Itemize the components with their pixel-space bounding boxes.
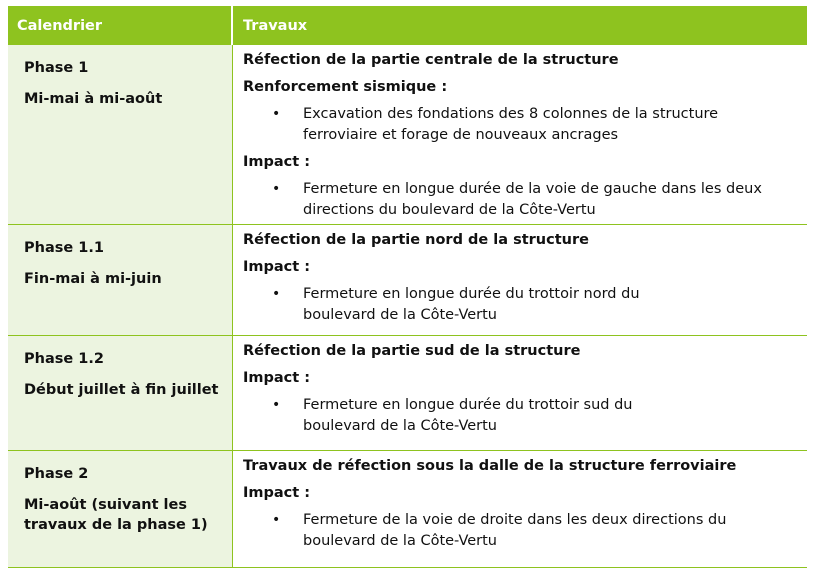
section-label: Impact : — [243, 370, 311, 386]
calendar-cell — [8, 336, 233, 450]
list-item-text: Fermeture en longue durée du trottoir sud du boulevard de la Côte-Vertu — [303, 397, 633, 434]
schedule-table — [8, 6, 807, 568]
phase-label: Phase 2 — [24, 466, 89, 482]
list-item-text: Excavation des fondations des 8 colonnes de la structure ferroviaire et forage de nouveaux ancrages — [303, 106, 719, 143]
header-travaux: Travaux — [243, 17, 308, 34]
phase-dates: Début juillet à fin juillet — [24, 382, 219, 398]
phase-dates: Mi-août (suivant les travaux de la phase 1) — [24, 497, 208, 533]
phase-label: Phase 1 — [24, 60, 89, 76]
works-title: Réfection de la partie sud de la structure — [243, 343, 581, 359]
list-item — [243, 179, 763, 221]
table-row — [8, 225, 807, 336]
list-item — [243, 104, 773, 146]
list-item — [243, 284, 663, 326]
bullet-icon: • — [272, 286, 281, 302]
calendar-cell — [8, 45, 233, 224]
phase-label: Phase 1.2 — [24, 351, 104, 367]
bullet-list — [243, 510, 797, 552]
phase-label: Phase 1.1 — [24, 240, 104, 256]
section-label: Impact : — [243, 485, 311, 501]
bullet-icon: • — [272, 106, 281, 122]
bullet-icon: • — [272, 512, 281, 528]
phase-dates: Mi-mai à mi-août — [24, 91, 163, 107]
works-cell — [233, 45, 807, 224]
bullet-list — [243, 395, 797, 437]
works-cell — [233, 336, 807, 450]
section-label: Renforcement sismique : — [243, 79, 448, 95]
works-cell — [233, 451, 807, 567]
section-label: Impact : — [243, 154, 311, 170]
table-row — [8, 451, 807, 568]
list-item — [243, 510, 773, 552]
works-title: Réfection de la partie centrale de la structure — [243, 52, 619, 68]
bullet-list — [243, 284, 797, 326]
bullet-icon: • — [272, 397, 281, 413]
bullet-list — [243, 179, 797, 221]
header-calendrier: Calendrier — [8, 6, 233, 45]
works-cell — [233, 225, 807, 335]
table-header — [8, 6, 807, 45]
list-item-text: Fermeture en longue durée de la voie de gauche dans les deux directions du boulevard de la Côte-Vertu — [303, 181, 762, 218]
list-item — [243, 395, 663, 437]
bullet-list — [243, 104, 797, 146]
bullet-icon: • — [272, 181, 281, 197]
list-item-text: Fermeture de la voie de droite dans les deux directions du boulevard de la Côte-Vertu — [303, 512, 727, 549]
phase-dates: Fin-mai à mi-juin — [24, 271, 162, 287]
list-item-text: Fermeture en longue durée du trottoir nord du boulevard de la Côte-Vertu — [303, 286, 640, 323]
table-row — [8, 336, 807, 451]
works-title: Travaux de réfection sous la dalle de la structure ferroviaire — [243, 458, 737, 474]
section-label: Impact : — [243, 259, 311, 275]
calendar-cell — [8, 451, 233, 567]
table-row — [8, 45, 807, 225]
calendar-cell — [8, 225, 233, 335]
works-title: Réfection de la partie nord de la structure — [243, 232, 589, 248]
